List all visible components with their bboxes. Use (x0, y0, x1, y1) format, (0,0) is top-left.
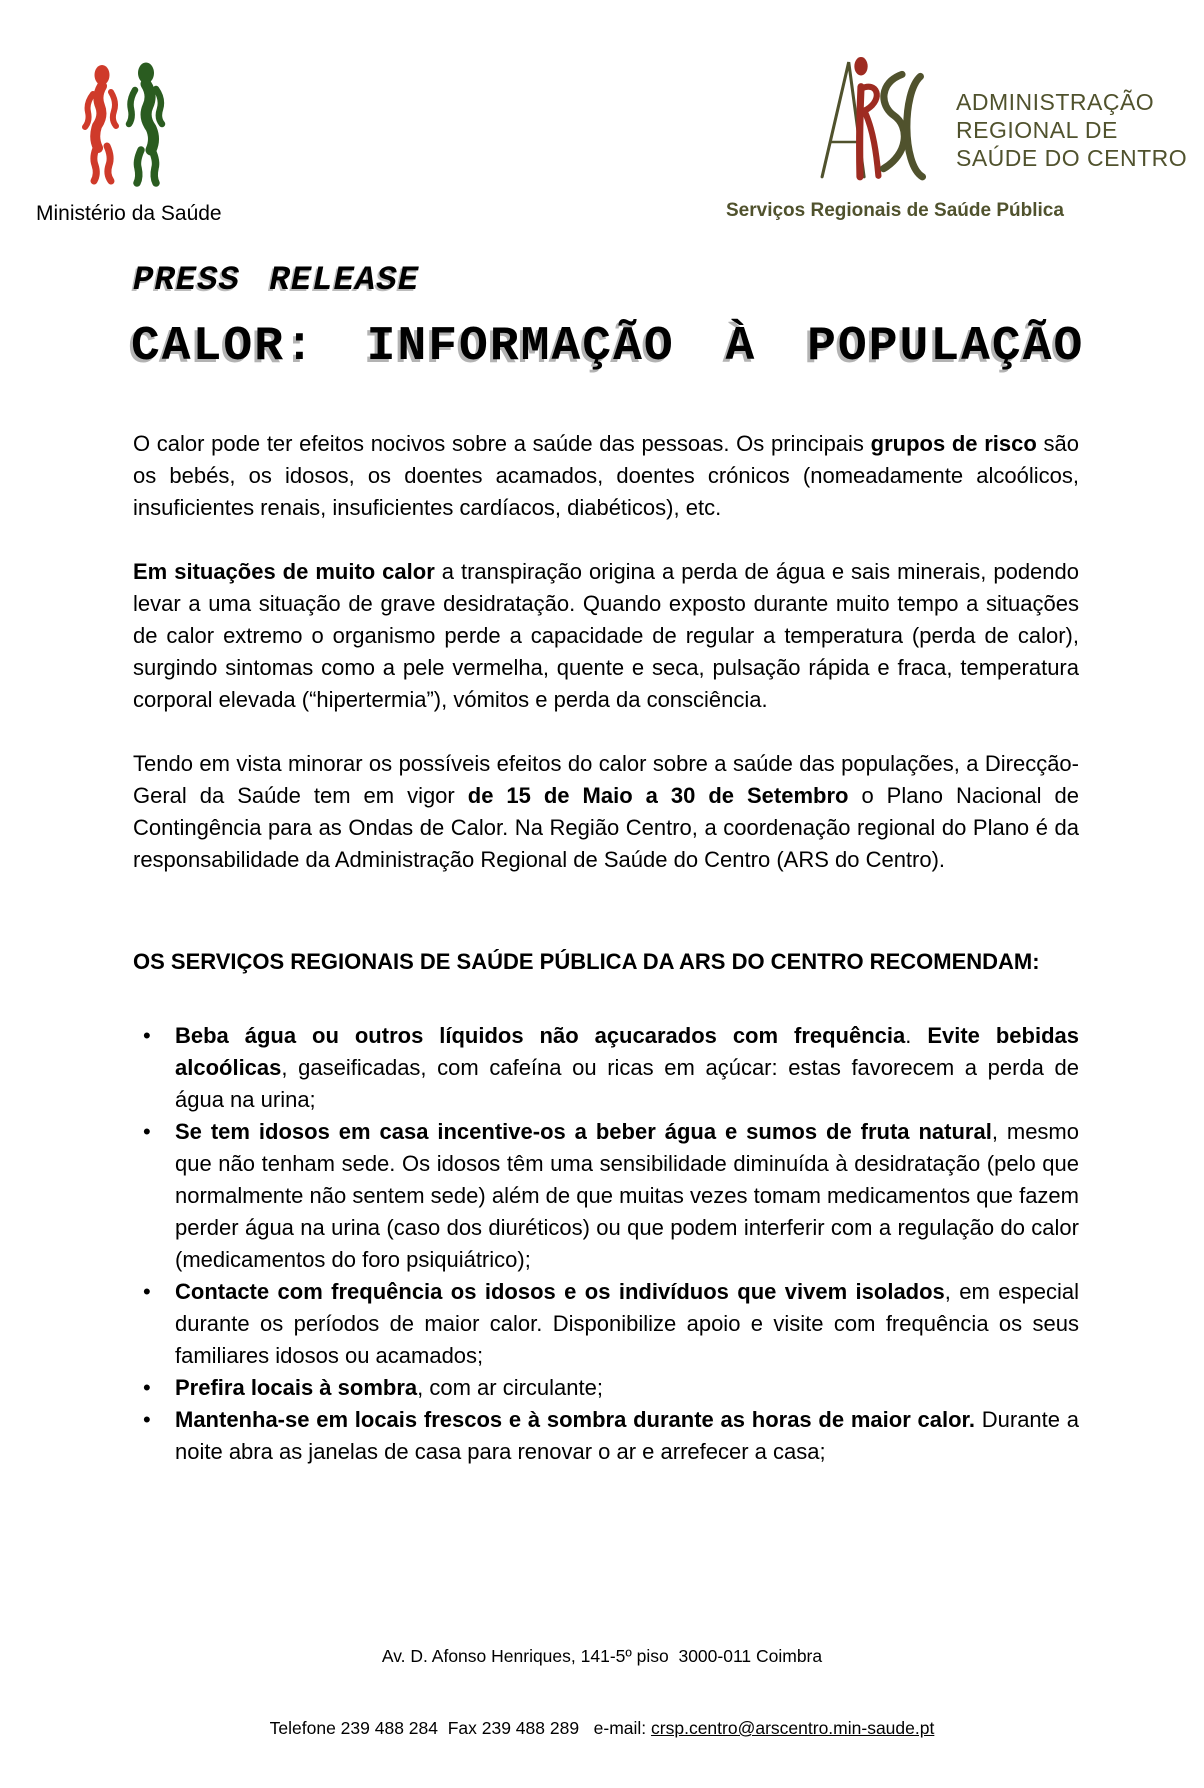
list-item (133, 1276, 1079, 1372)
arsc-logo (818, 56, 1187, 184)
ministry-label: Ministério da Saúde (36, 202, 222, 225)
text-run-bold: Mantenha-se em locais frescos e à sombra durante as horas de maior calor. (175, 1407, 975, 1432)
text-run-bold: Contacte com frequência os idosos e os indivíduos que vivem isolados (175, 1279, 945, 1304)
paragraph-risk-groups (133, 428, 1079, 524)
page-title: CALOR: INFORMAÇÃO À POPULAÇÃO (131, 320, 1085, 374)
text-run: , mesmo que não tenham sede. Os idosos têm uma sensibilidade diminuída à desidratação (pelo que normalmente não sentem sede) além de que muitas vezes tomam medicamentos que fazem perder água na urina (caso dos diuréticos) ou que podem interferir com a regulação do calor (medicamentos do foro psiquiátrico); (175, 1119, 1079, 1272)
footer-contacts (0, 1716, 1204, 1740)
paragraph-heat-effects (133, 556, 1079, 716)
document-body (133, 428, 1079, 1468)
arsc-line-2: REGIONAL DE (956, 117, 1118, 143)
text-run: Tendo em vista minorar os possíveis efeitos do calor sobre a saúde das populações, a Direcção-Geral da Saúde tem em vigor (133, 751, 1079, 808)
arsc-letters-icon (818, 56, 946, 184)
text-run-bold: Evite bebidas alcoólicas (175, 1023, 1079, 1080)
ministry-logo-icon (68, 60, 180, 186)
text-run-bold: Beba água ou outros líquidos não açucarados com frequência (175, 1023, 906, 1048)
text-run-bold: Em situações de muito calor (133, 559, 435, 584)
list-item (133, 1116, 1079, 1276)
text-run-bold: de 15 de Maio a 30 de Setembro (467, 783, 849, 808)
text-run: O calor pode ter efeitos nocivos sobre a saúde das pessoas. Os principais (133, 431, 871, 456)
text-run: a transpiração origina a perda de água e sais minerais, podendo levar a uma situação de grave desidratação. Quando exposto durante muito tempo a situações de calor extremo o organismo perde a capacidade de regular a temperatura (perda de calor), surgindo sintomas como a pele vermelha, quente e seca, pulsação rápida e fraca, temperatura corporal elevada (“hipertermia”), vómitos e perda da consciência. (133, 559, 1079, 712)
list-item (133, 1020, 1079, 1116)
text-run: , gaseificadas, com cafeína ou ricas em açúcar: estas favorecem a perda de água na urina; (175, 1055, 1079, 1112)
page-footer (0, 1596, 1204, 1788)
paragraph-contingency-plan (133, 748, 1079, 876)
text-run-bold: Se tem idosos em casa incentive-os a beber água e sumos de fruta natural (175, 1119, 992, 1144)
arsc-line-1: ADMINISTRAÇÃO (956, 89, 1155, 115)
footer-address: Av. D. Afonso Henriques, 141-5º piso 3000-011 Coimbra (381, 1646, 823, 1666)
email-link[interactable]: crsp.centro@arscentro.min-saude.pt (651, 1718, 935, 1738)
recommendations-list (133, 1020, 1079, 1468)
text-run: , em especial durante os períodos de maior calor. Disponibilize apoio e visite com frequência os seus familiares idosos ou acamados; (175, 1279, 1079, 1368)
recommendations-heading: OS SERVIÇOS REGIONAIS DE SAÚDE PÚBLICA DA ARS DO CENTRO RECOMENDAM: (133, 949, 1040, 974)
list-item (133, 1372, 1079, 1404)
footer-phone-fax: Telefone 239 488 284 Fax 239 488 289 e-mail: (269, 1718, 652, 1738)
services-subtitle: Serviços Regionais de Saúde Pública (726, 200, 1064, 221)
text-run: , com ar circulante; (417, 1375, 603, 1400)
text-run: o Plano Nacional de Contingência para as Ondas de Calor. Na Região Centro, a coordenação regional do Plano é da responsabilidade da Administração Regional de Saúde do Centro (ARS do Centro). (133, 783, 1080, 872)
text-run: . (905, 1023, 928, 1048)
text-run: são os bebés, os idosos, os doentes acamados, doentes crónicos (nomeadamente alcoólicos, insuficientes renais, insuficientes cardíacos, diabéticos), etc. (133, 431, 1079, 520)
text-run-bold: grupos de risco (870, 431, 1037, 456)
press-release-label: PRESS RELEASE (133, 262, 420, 300)
text-run-bold: Prefira locais à sombra (175, 1375, 418, 1400)
arsc-line-3: SAÚDE DO CENTRO (956, 145, 1188, 171)
list-item (133, 1404, 1079, 1468)
text-run: Durante a noite abra as janelas de casa para renovar o ar e arrefecer a casa; (175, 1407, 1080, 1464)
arsc-wordmark (956, 88, 1187, 172)
